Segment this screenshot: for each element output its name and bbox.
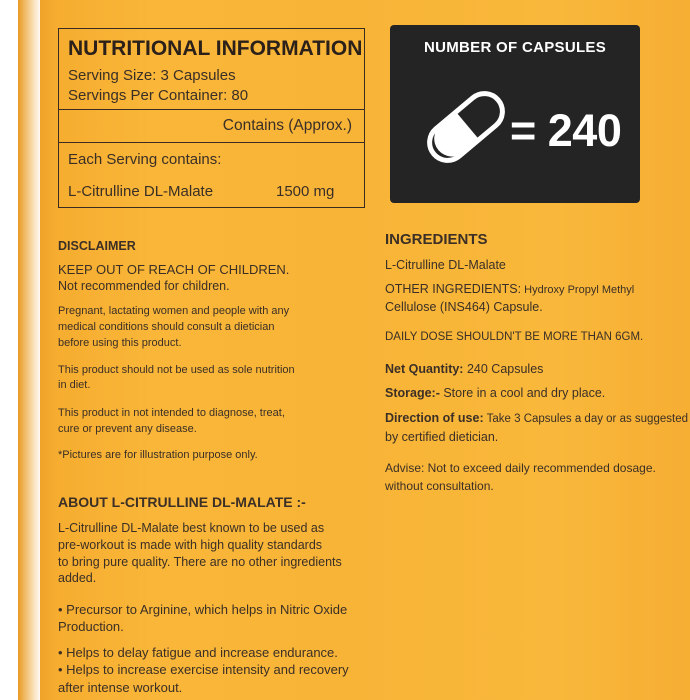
storage-line xyxy=(385,386,605,400)
pictures-note: *Pictures are for illustration purpose only. xyxy=(58,449,258,461)
capsule-count-title: NUMBER OF CAPSULES xyxy=(423,39,607,56)
diagnose-line: This product in not intended to diagnose, treat, xyxy=(58,407,285,419)
about-heading: ABOUT L-CITRULLINE DL-MALATE :- xyxy=(58,494,306,510)
pregnant-warning-line: Pregnant, lactating women and people with any xyxy=(58,305,290,317)
pregnant-warning-line: before using this product. xyxy=(58,337,182,349)
direction-value: Take 3 Capsules a day or as suggested xyxy=(483,413,688,425)
direction-line xyxy=(385,411,688,425)
ingredients-heading: INGREDIENTS xyxy=(385,231,488,248)
sole-nutrition-line: in diet. xyxy=(58,379,91,391)
net-quantity-label: Net Quantity: xyxy=(385,362,464,376)
advise-line: Advise: Not to exceed daily recommended dosage. xyxy=(385,461,656,475)
capsule-count-box xyxy=(390,25,640,203)
about-bullet-continuation: Production. xyxy=(58,619,124,634)
about-paragraph-line: pre-workout is made with high quality standards xyxy=(58,538,323,552)
capsule-count: = 240 xyxy=(510,105,622,156)
storage-value: Store in a cool and dry place. xyxy=(439,386,606,400)
main-ingredient: L-Citrulline DL-Malate xyxy=(385,258,506,272)
direction-continuation: by certified dietician. xyxy=(385,430,499,444)
about-bullet: • Helps to increase exercise intensity and recovery xyxy=(58,662,349,677)
direction-label: Direction of use: xyxy=(385,411,484,425)
other-ingredients-line xyxy=(385,282,634,296)
product-label xyxy=(18,0,690,700)
nutrition-amount: 1500 mg xyxy=(276,183,335,200)
serving-size: Serving Size: 3 Capsules xyxy=(68,67,236,84)
disclaimer-heading: DISCLAIMER xyxy=(58,239,136,253)
about-bullet-continuation: after intense workout. xyxy=(58,680,183,695)
pregnant-warning-line: medical conditions should consult a dietician xyxy=(58,321,275,333)
storage-label: Storage:- xyxy=(385,386,440,400)
nutrition-divider xyxy=(59,109,364,110)
diagnose-line: cure or prevent any disease. xyxy=(58,423,197,435)
label-edge-highlight xyxy=(18,0,40,700)
nutrition-title: NUTRITIONAL INFORMATION xyxy=(68,37,363,60)
about-paragraph-line: added. xyxy=(58,571,97,585)
capsule-icon xyxy=(418,83,514,171)
each-serving-label: Each Serving contains: xyxy=(68,151,222,168)
contains-header: Contains (Approx.) xyxy=(222,117,352,134)
nutrition-divider xyxy=(59,142,364,143)
nutrition-ingredient: L-Citrulline DL-Malate xyxy=(68,183,214,200)
net-quantity-line xyxy=(385,362,543,376)
about-bullet: • Precursor to Arginine, which helps in Nitric Oxide xyxy=(58,602,348,617)
other-ingredients-value: Hydroxy Propyl Methyl xyxy=(521,284,635,296)
about-paragraph-line: L-Citrulline DL-Malate best known to be used as xyxy=(58,521,325,535)
other-ingredients-label: OTHER INGREDIENTS: xyxy=(385,282,522,296)
not-recommended-text: Not recommended for children. xyxy=(58,279,230,293)
other-ingredients-continuation: Cellulose (INS464) Capsule. xyxy=(385,300,543,314)
sole-nutrition-line: This product should not be used as sole nutrition xyxy=(58,364,295,376)
servings-per-container: Servings Per Container: 80 xyxy=(68,87,249,104)
keep-out-warning: KEEP OUT OF REACH OF CHILDREN. xyxy=(58,262,290,277)
advise-line: without consultation. xyxy=(385,479,494,493)
about-bullet: • Helps to delay fatigue and increase endurance. xyxy=(58,645,338,660)
about-paragraph-line: to bring pure quality. There are no other ingredients xyxy=(58,555,342,569)
daily-dose-warning: DAILY DOSE SHOULDN'T BE MORE THAN 6GM. xyxy=(385,331,644,343)
net-quantity-value: 240 Capsules xyxy=(463,362,544,376)
nutrition-table xyxy=(58,28,365,208)
